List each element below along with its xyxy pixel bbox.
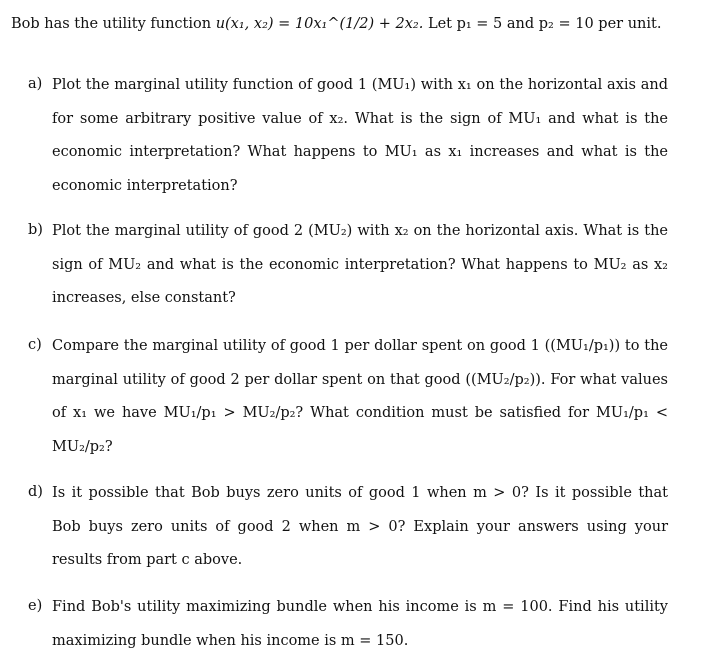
part-a [28, 69, 668, 203]
part-d-text: Is it possible that Bob buys zero units of good 1 when m > 0? Is it possible that Bob buys zero units of good 2 when m > 0? Explain your answers using your results from part c above. [52, 485, 668, 568]
intro-lead-text: Bob has the utility function [11, 16, 216, 32]
part-c-label: c) [28, 337, 42, 353]
problem-intro [11, 14, 701, 34]
part-c-text: Compare the marginal utility of good 1 per dollar spent on good 1 ((MU₁/p₁)) to the marginal utility of good 2 per dollar spent on that good ((MU₂/p₂)). For what values of x₁ we have MU₁/p₁ > MU₂/p₂? What condition must be satisfied for MU₁/p₁ < MU₂/p₂? [52, 338, 668, 455]
part-a-text: Plot the marginal utility function of good 1 (MU₁) with x₁ on the horizontal axis and for some arbitrary positive value of x₂. What is the sign of MU₁ and what is the economic interpretation? What happens to MU₁ as x₁ increases and what is the economic interpretation? [52, 77, 668, 194]
part-b-text: Plot the marginal utility of good 2 (MU₂) with x₂ on the horizontal axis. What is the sign of MU₂ and what is the economic interpretation? What happens to MU₂ as x₂ increases, else constant? [52, 223, 668, 306]
part-a-label: a) [28, 76, 43, 92]
part-b-label: b) [28, 222, 43, 238]
part-b [28, 215, 668, 316]
utility-function: u(x₁, x₂) = 10x₁^(1/2) + 2x₂. [215, 16, 424, 32]
part-e-text: Find Bob's utility maximizing bundle when his income is m = 100. Find his utility maximizing bundle when his income is m = 150. [52, 599, 668, 649]
part-e [28, 591, 668, 658]
prices-sentence: Let p₁ = 5 and p₂ = 10 per unit. [427, 16, 662, 32]
part-d [28, 477, 668, 578]
part-c [28, 330, 668, 464]
part-e-label: e) [28, 598, 43, 614]
part-d-label: d) [28, 484, 43, 500]
